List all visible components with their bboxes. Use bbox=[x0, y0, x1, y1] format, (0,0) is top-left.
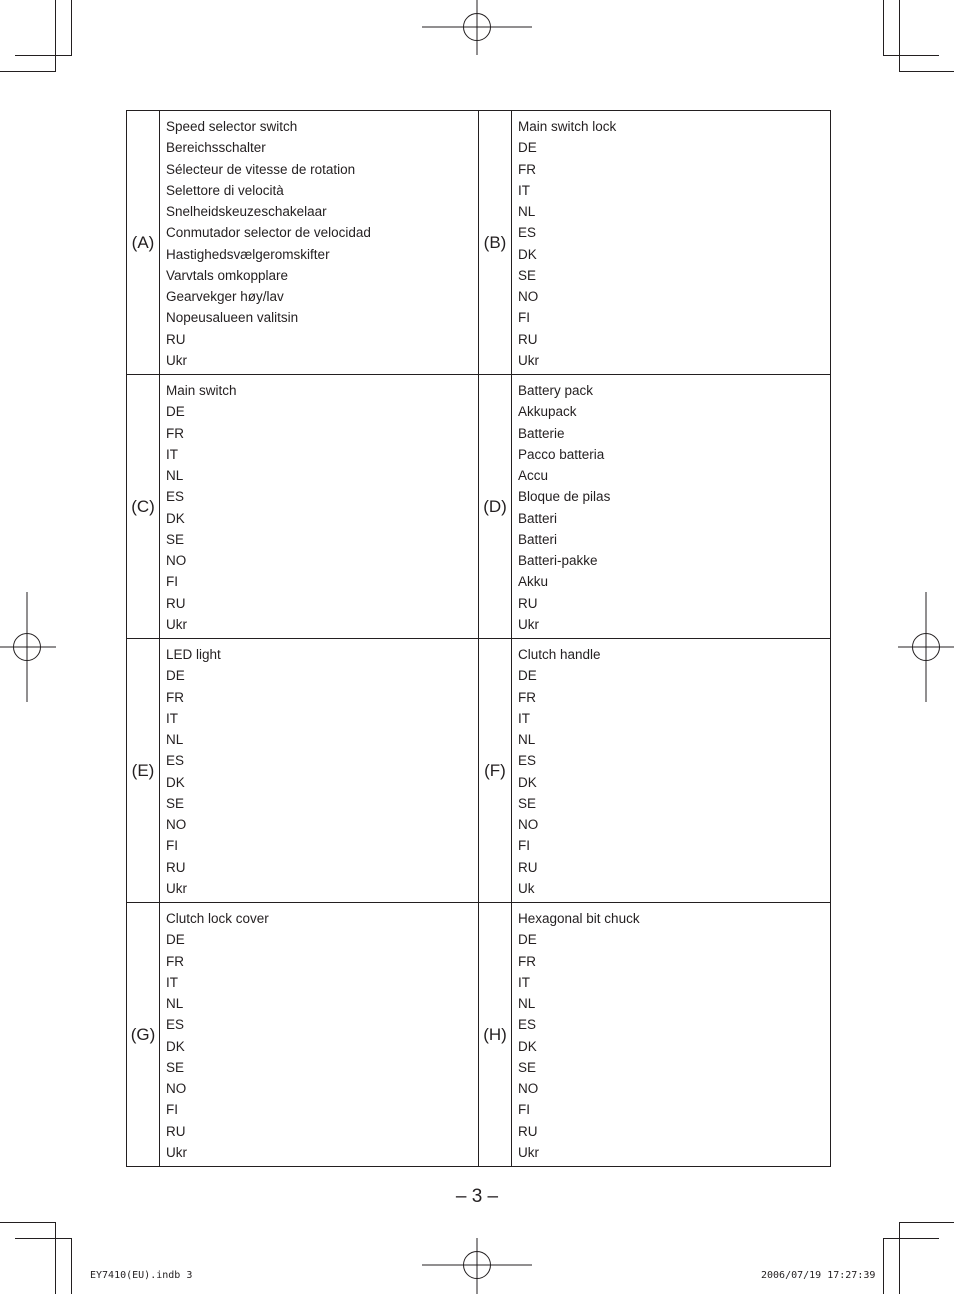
part-letter: (A) bbox=[127, 111, 160, 375]
part-names-cell bbox=[160, 375, 479, 639]
term-item: Speed selector switch bbox=[166, 119, 298, 134]
term-item: SE bbox=[166, 531, 185, 547]
term-item: Selettore di velocità bbox=[166, 182, 284, 198]
term-item: DK bbox=[518, 774, 537, 790]
term-item: RU bbox=[166, 859, 186, 875]
term-item: DE bbox=[518, 668, 537, 684]
part-names-cell bbox=[160, 111, 479, 375]
term-list bbox=[512, 375, 830, 635]
term-item: Clutch lock cover bbox=[166, 911, 269, 926]
term-item: Akku bbox=[518, 574, 549, 590]
term-item: Pacco batteria bbox=[518, 446, 605, 462]
term-item: DE bbox=[166, 668, 185, 684]
page-number: – 3 – bbox=[455, 1186, 499, 1207]
registration-mark-right bbox=[898, 592, 954, 702]
term-item: ES bbox=[518, 753, 537, 769]
term-item: Bereichsschalter bbox=[166, 140, 266, 156]
part-letter: (B) bbox=[479, 111, 512, 375]
term-item: Batteri bbox=[518, 531, 558, 547]
term-list bbox=[512, 903, 830, 1163]
term-item: Gearvekger høy/lav bbox=[166, 289, 284, 304]
term-item: Batteri-pakke bbox=[518, 553, 598, 568]
term-item: Akkupack bbox=[518, 404, 577, 420]
term-item: DE bbox=[166, 404, 185, 420]
table-row bbox=[127, 639, 831, 903]
term-item: DK bbox=[518, 1038, 537, 1054]
term-item: FR bbox=[518, 953, 536, 969]
term-item: SE bbox=[518, 267, 537, 283]
term-item: FR bbox=[166, 689, 184, 705]
term-item: IT bbox=[166, 710, 178, 726]
part-names-cell bbox=[512, 903, 831, 1167]
part-letter: (H) bbox=[479, 903, 512, 1167]
term-item: DK bbox=[166, 774, 185, 790]
term-item: RU bbox=[518, 1123, 538, 1139]
term-item: NO bbox=[518, 1081, 539, 1096]
term-item: Ukr bbox=[166, 352, 187, 368]
term-item: Main switch bbox=[166, 383, 237, 398]
term-item: SE bbox=[166, 1059, 185, 1075]
term-list bbox=[160, 375, 478, 635]
term-item: Uk bbox=[518, 880, 535, 896]
term-list bbox=[512, 639, 830, 899]
term-item: LED light bbox=[166, 647, 221, 662]
term-item: Ukr bbox=[166, 616, 187, 632]
term-item: FI bbox=[518, 838, 530, 854]
registration-mark-left bbox=[0, 592, 56, 702]
term-item: FR bbox=[518, 689, 536, 705]
term-item: Snelheidskeuzeschakelaar bbox=[166, 204, 327, 219]
term-item: IT bbox=[518, 182, 530, 198]
term-item: Batteri bbox=[518, 510, 558, 526]
registration-mark-bottom bbox=[422, 1238, 532, 1294]
term-item: RU bbox=[518, 859, 538, 875]
term-item: RU bbox=[166, 1123, 186, 1139]
term-item: FI bbox=[166, 838, 178, 854]
term-item: FR bbox=[166, 953, 184, 969]
slug-timestamp: 2006/07/19 17:27:39 bbox=[761, 1270, 876, 1281]
part-letter: (F) bbox=[479, 639, 512, 903]
table-row bbox=[127, 111, 831, 375]
term-item: ES bbox=[166, 753, 185, 769]
term-item: NO bbox=[166, 1081, 187, 1096]
term-item: FI bbox=[518, 1102, 530, 1118]
term-item: IT bbox=[518, 974, 530, 990]
term-item: SE bbox=[518, 1059, 537, 1075]
part-names-cell bbox=[512, 639, 831, 903]
registration-mark-top bbox=[422, 0, 532, 60]
term-list bbox=[160, 639, 478, 899]
table-row bbox=[127, 375, 831, 639]
part-letter: (G) bbox=[127, 903, 160, 1167]
term-item: FI bbox=[518, 310, 530, 326]
term-item: RU bbox=[518, 595, 538, 611]
term-item: Ukr bbox=[166, 1144, 187, 1160]
term-item: ES bbox=[166, 489, 185, 505]
part-names-cell bbox=[160, 903, 479, 1167]
term-item: FR bbox=[518, 161, 536, 177]
part-letter: (D) bbox=[479, 375, 512, 639]
term-item: FI bbox=[166, 1102, 178, 1118]
term-item: NL bbox=[518, 204, 536, 219]
term-item: NO bbox=[166, 553, 187, 568]
slug-file-name: EY7410(EU).indb 3 bbox=[90, 1270, 193, 1281]
term-item: DK bbox=[166, 510, 185, 526]
term-item: ES bbox=[518, 1017, 537, 1033]
term-item: ES bbox=[166, 1017, 185, 1033]
part-letter: (E) bbox=[127, 639, 160, 903]
term-item: Main switch lock bbox=[518, 119, 617, 134]
term-item: DK bbox=[518, 246, 537, 262]
term-item: RU bbox=[166, 331, 186, 347]
term-item: Ukr bbox=[518, 352, 539, 368]
part-names-cell bbox=[160, 639, 479, 903]
term-item: FR bbox=[166, 425, 184, 441]
term-item: NO bbox=[166, 817, 187, 832]
term-item: NO bbox=[518, 289, 539, 304]
term-item: DE bbox=[518, 932, 537, 948]
term-item: IT bbox=[166, 446, 178, 462]
term-item: NL bbox=[518, 732, 536, 747]
term-item: Ukr bbox=[166, 880, 187, 896]
term-item: FI bbox=[166, 574, 178, 590]
term-item: DE bbox=[166, 932, 185, 948]
term-item: SE bbox=[166, 795, 185, 811]
term-item: Ukr bbox=[518, 616, 539, 632]
term-item: NL bbox=[166, 732, 184, 747]
term-item: Sélecteur de vitesse de rotation bbox=[166, 161, 356, 177]
term-item: NL bbox=[518, 996, 536, 1011]
term-item: ES bbox=[518, 225, 537, 241]
term-item: Accu bbox=[518, 468, 549, 483]
parts-legend-table bbox=[126, 110, 831, 1167]
term-item: Hexagonal bit chuck bbox=[518, 911, 640, 926]
term-item: Conmutador selector de velocidad bbox=[166, 225, 371, 241]
term-list bbox=[512, 111, 830, 371]
term-item: Nopeusalueen valitsin bbox=[166, 310, 299, 326]
term-list bbox=[160, 903, 478, 1163]
term-item: NO bbox=[518, 817, 539, 832]
part-names-cell bbox=[512, 375, 831, 639]
term-item: Hastighedsvælgeromskifter bbox=[166, 246, 330, 262]
term-item: NL bbox=[166, 996, 184, 1011]
part-letter: (C) bbox=[127, 375, 160, 639]
term-item: RU bbox=[518, 331, 538, 347]
term-item: IT bbox=[166, 974, 178, 990]
term-item: NL bbox=[166, 468, 184, 483]
term-item: Batterie bbox=[518, 425, 565, 441]
term-item: DK bbox=[166, 1038, 185, 1054]
term-item: Clutch handle bbox=[518, 647, 601, 662]
term-item: SE bbox=[518, 795, 537, 811]
term-item: Battery pack bbox=[518, 383, 594, 398]
term-item: Bloque de pilas bbox=[518, 489, 611, 505]
table-row bbox=[127, 903, 831, 1167]
term-item: Ukr bbox=[518, 1144, 539, 1160]
term-item: DE bbox=[518, 140, 537, 156]
part-names-cell bbox=[512, 111, 831, 375]
term-list bbox=[160, 111, 478, 371]
term-item: Varvtals omkopplare bbox=[166, 267, 289, 283]
term-item: RU bbox=[166, 595, 186, 611]
term-item: IT bbox=[518, 710, 530, 726]
